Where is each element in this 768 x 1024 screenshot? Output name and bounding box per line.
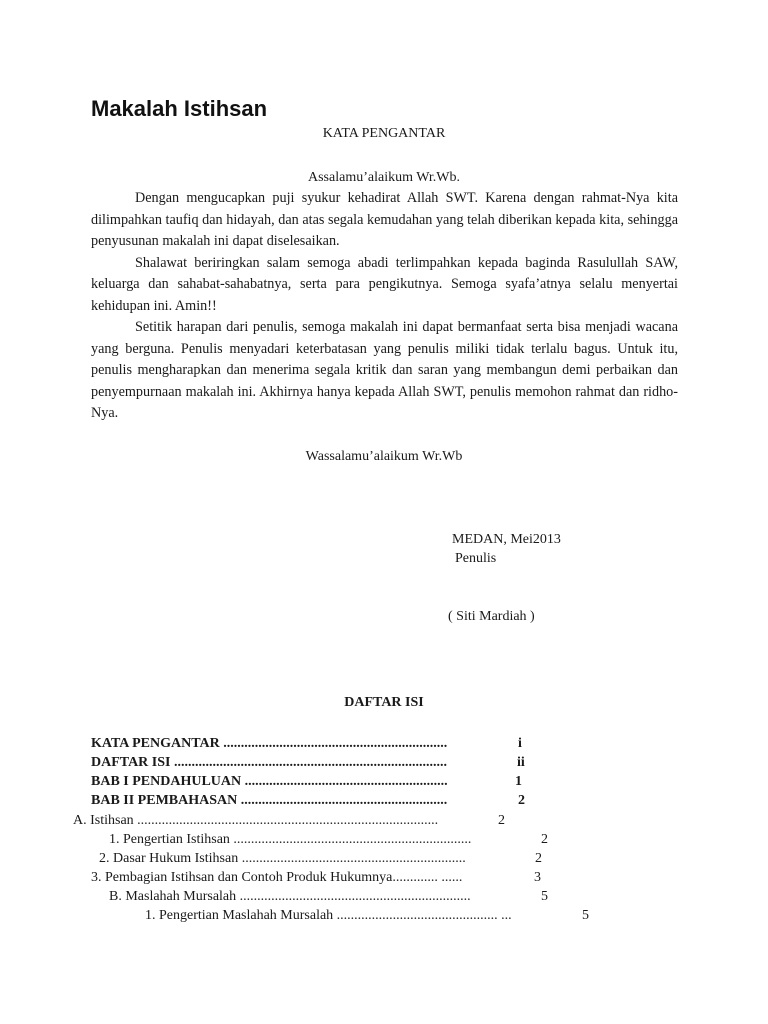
toc-entry-page: 2 — [541, 832, 548, 847]
preface-paragraph: Shalawat beriringkan salam semoga abadi terlimpahkan kepada baginda Rasulullah SAW, keluarga dan sahabat-sahabatnya, serta para pengikutnya. Semoga syafa’atnya selalu menyertai kehidupan ini. Amin!! — [91, 254, 678, 314]
preface-paragraph: Dengan mengucapkan puji syukur kehadirat Allah SWT. Karena dengan rahmat-Nya kita dilimpahkan taufiq dan hidayah, dan atas segala kemudahan yang telah diberikan kepada kita, sehingga penyusunan makalah ini dapat diselesaikan. — [91, 190, 678, 249]
toc-entry-page: 2 — [498, 813, 505, 828]
toc-entry-label: BAB I PENDAHULUAN .......................................................... — [91, 774, 448, 789]
toc-entry-label: BAB II PEMBAHASAN ........................................................... — [91, 793, 448, 808]
toc-entry-label: 3. Pembagian Istihsan dan Contoh Produk Hukumnya............. ...... — [91, 870, 463, 885]
toc-entry-page: 3 — [534, 870, 541, 885]
toc-entry-page: 2 — [535, 851, 542, 866]
toc-entry-page: i — [518, 736, 522, 751]
toc-entry-label: KATA PENGANTAR ................................................................ — [91, 736, 448, 751]
signer-role: Penulis — [455, 551, 497, 566]
toc-entry-page: 2 — [518, 793, 525, 808]
preface-heading: KATA PENGANTAR — [322, 126, 446, 141]
toc-entry-label: B. Maslahah Mursalah .................................................................. — [109, 889, 471, 904]
toc-entry-page: 1 — [515, 774, 522, 789]
place-date: MEDAN, Mei2013 — [452, 532, 561, 547]
toc-entry-label: 1. Pengertian Istihsan .................................................................... — [109, 832, 472, 847]
toc-entry-label: A. Istihsan ...................................................................................... — [73, 813, 439, 828]
opening-greeting: Assalamu’alaikum Wr.Wb. — [308, 170, 460, 185]
toc-entry-page: ii — [517, 755, 525, 770]
toc-entry-label: 2. Dasar Hukum Istihsan ................................................................ — [99, 851, 466, 866]
closing-greeting: Wassalamu’alaikum Wr.Wb — [305, 449, 463, 464]
toc-entry-page: 5 — [582, 908, 589, 923]
document-title: Makalah Istihsan — [91, 96, 268, 121]
toc-entry-page: 5 — [541, 889, 548, 904]
preface-body — [91, 188, 678, 425]
toc-entry-label: DAFTAR ISI .............................................................................. — [91, 755, 447, 770]
toc-entry-label: 1. Pengertian Maslahah Mursalah .............................................. ... — [145, 908, 512, 923]
signer-name: ( Siti Mardiah ) — [448, 609, 535, 624]
toc-heading: DAFTAR ISI — [344, 695, 424, 710]
preface-paragraph: Setitik harapan dari penulis, semoga makalah ini dapat bermanfaat serta bisa menjadi wacana yang berguna. Penulis menyadari keterbatasan yang penulis miliki tidak terlalu bagus. Untuk itu, penulis mengharapkan dan menerima segala kritik dan saran yang membangun demi perbaikan dan penyempurnaan makalah ini. Akhirnya hanya kepada Allah SWT, penulis memohon rahmat dan ridho-Nya. — [91, 319, 678, 421]
